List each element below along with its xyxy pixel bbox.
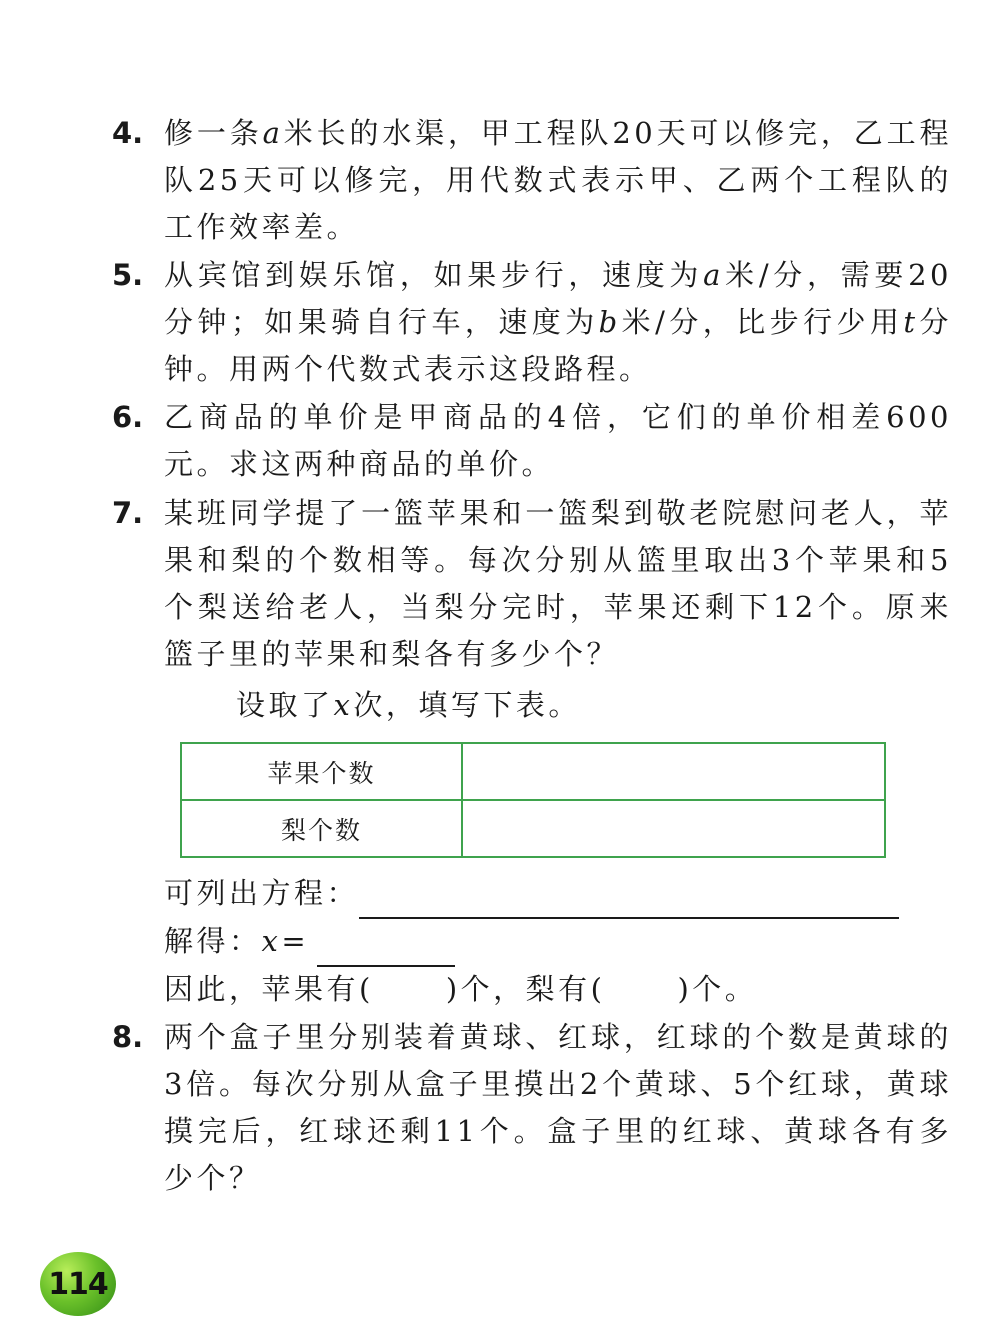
page-number: 114 xyxy=(48,1267,108,1302)
variable: x xyxy=(261,924,282,958)
solve-blank[interactable] xyxy=(317,918,455,967)
equals-sign: = xyxy=(281,924,310,958)
variable: t xyxy=(903,305,919,339)
answer-cell[interactable] xyxy=(462,743,885,800)
fill-in-table xyxy=(180,742,886,858)
problem-7 xyxy=(112,490,952,678)
problem-text: 乙商品的单价是甲商品的4倍，它们的单价相差600元。求这两种商品的单价。 xyxy=(164,400,952,481)
problem-6 xyxy=(112,394,952,488)
variable: a xyxy=(262,116,284,150)
problem-number: 7. xyxy=(112,496,144,530)
problem-8 xyxy=(112,1014,952,1202)
problem-text: 从宾馆到娱乐馆，如果步行，速度为a米/分，需要20分钟；如果骑自行车，速度为b米/分，比步行少用t分钟。用两个代数式表示这段路程。 xyxy=(164,258,952,386)
table-row-label: 梨个数 xyxy=(181,800,462,857)
equation-line xyxy=(164,870,899,919)
answer-line: 因此，苹果有( )个，梨有( )个。 xyxy=(164,972,758,1006)
table-row xyxy=(181,743,885,800)
problem-number: 5. xyxy=(112,258,144,292)
variable: b xyxy=(598,305,621,339)
problem-number: 8. xyxy=(112,1020,144,1054)
solve-label: 解得： xyxy=(164,924,262,958)
table-row-label: 苹果个数 xyxy=(181,743,462,800)
solve-line xyxy=(164,918,455,967)
page-number-badge xyxy=(40,1252,116,1316)
problem-number: 4. xyxy=(112,116,144,150)
problem-number: 6. xyxy=(112,400,144,434)
equation-label: 可列出方程： xyxy=(164,876,360,910)
variable: a xyxy=(703,258,724,292)
problem-5 xyxy=(112,252,952,393)
problem-4 xyxy=(112,110,952,251)
problem-text: 两个盒子里分别装着黄球、红球，红球的个数是黄球的3倍。每次分别从盒子里摸出2个黄球、5个红球，黄球摸完后，红球还剩11个。盒子里的红球、黄球各有多少个？ xyxy=(164,1020,952,1195)
problem-text: 某班同学提了一篮苹果和一篮梨到敬老院慰问老人，苹果和梨的个数相等。每次分别从篮里取出3个苹果和5个梨送给老人，当梨分完时，苹果还剩下12个。原来篮子里的苹果和梨各有多少个？ xyxy=(164,496,952,671)
equation-blank[interactable] xyxy=(359,870,899,919)
hint-line: 设取了x次，填写下表。 xyxy=(236,688,581,722)
table-row xyxy=(181,800,885,857)
variable: x xyxy=(333,688,354,722)
problem-text: 修一条a米长的水渠，甲工程队20天可以修完，乙工程队25天可以修完，用代数式表示甲、乙两个工程队的工作效率差。 xyxy=(164,116,952,244)
answer-cell[interactable] xyxy=(462,800,885,857)
